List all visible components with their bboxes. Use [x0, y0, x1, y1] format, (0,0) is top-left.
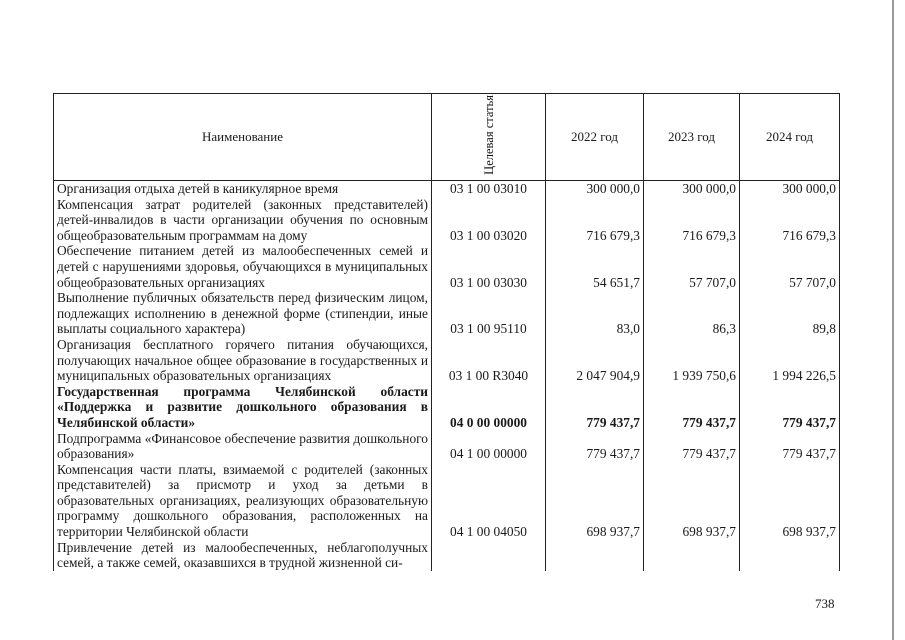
page-edge	[892, 0, 894, 640]
row-value-2023: 698 937,7	[644, 462, 740, 540]
row-value-2024	[740, 540, 840, 571]
table-row	[54, 431, 840, 462]
row-value-2024: 300 000,0	[740, 181, 840, 197]
row-value-2024: 57 707,0	[740, 243, 840, 290]
row-value-2024: 716 679,3	[740, 197, 840, 244]
row-name: Подпрограмма «Финансовое обеспечение развития дошкольного образования»	[54, 431, 432, 462]
table-row	[54, 197, 840, 244]
row-value-2022: 2 047 904,9	[546, 337, 644, 384]
row-value-2024: 698 937,7	[740, 462, 840, 540]
row-code: 04 1 00 04050	[432, 462, 546, 540]
row-code: 03 1 00 03030	[432, 243, 546, 290]
row-value-2023: 779 437,7	[644, 384, 740, 431]
row-code: 03 1 00 03010	[432, 181, 546, 197]
row-value-2023: 86,3	[644, 290, 740, 337]
row-code	[432, 540, 546, 571]
header-code	[432, 94, 546, 181]
table-row	[54, 540, 840, 571]
row-value-2022	[546, 540, 644, 571]
row-value-2023: 1 939 750,6	[644, 337, 740, 384]
row-value-2023: 300 000,0	[644, 181, 740, 197]
table-row	[54, 462, 840, 540]
row-code: 04 1 00 00000	[432, 431, 546, 462]
row-name: Компенсация затрат родителей (законных представителей) детей-инвалидов в части организации обучения по основным общеобразовательным программам на дому	[54, 197, 432, 244]
table-row	[54, 337, 840, 384]
row-name: Организация отдыха детей в каникулярное время	[54, 181, 432, 197]
header-2023: 2023 год	[644, 94, 740, 181]
header-2024: 2024 год	[740, 94, 840, 181]
page-number: 738	[815, 596, 835, 611]
row-value-2022: 716 679,3	[546, 197, 644, 244]
row-value-2024: 779 437,7	[740, 384, 840, 431]
table-row	[54, 290, 840, 337]
row-code: 03 1 00 R3040	[432, 337, 546, 384]
row-value-2022: 300 000,0	[546, 181, 644, 197]
budget-table	[53, 93, 840, 571]
row-value-2023	[644, 540, 740, 571]
row-value-2022: 779 437,7	[546, 384, 644, 431]
row-name: Выполнение публичных обязательств перед физическим лицом, подлежащих исполнению в денежной форме (стипендии, иные выплаты социального характера)	[54, 290, 432, 337]
header-2022: 2022 год	[546, 94, 644, 181]
row-code: 04 0 00 00000	[432, 384, 546, 431]
header-code-label: Целевая статья	[481, 95, 496, 175]
row-name: Компенсация части платы, взимаемой с родителей (законных представителей) за присмотр и уход за детьми в образовательных организациях, реализующих образовательную программу дошкольного образования, расположенных на территории Челябинской области	[54, 462, 432, 540]
row-value-2024: 1 994 226,5	[740, 337, 840, 384]
table-row	[54, 181, 840, 197]
row-value-2023: 779 437,7	[644, 431, 740, 462]
row-value-2024: 89,8	[740, 290, 840, 337]
row-name: Обеспечение питанием детей из малообеспеченных семей и детей с нарушениями здоровья, обучающихся в муниципальных общеобразовательных организациях	[54, 243, 432, 290]
row-value-2022: 698 937,7	[546, 462, 644, 540]
row-value-2022: 54 651,7	[546, 243, 644, 290]
table-row	[54, 384, 840, 431]
row-code: 03 1 00 03020	[432, 197, 546, 244]
header-name: Наименование	[54, 94, 432, 181]
row-value-2023: 57 707,0	[644, 243, 740, 290]
row-value-2022: 83,0	[546, 290, 644, 337]
row-name: Государственная программа Челябинской области «Поддержка и развитие дошкольного образования в Челябинской области»	[54, 384, 432, 431]
row-name: Привлечение детей из малообеспеченных, неблагополучных семей, а также семей, оказавшихся в трудной жизненной си-	[54, 540, 432, 571]
row-code: 03 1 00 95110	[432, 290, 546, 337]
row-name: Организация бесплатного горячего питания обучающихся, получающих начальное общее образование в государственных и муниципальных образовательных организациях	[54, 337, 432, 384]
table-row	[54, 243, 840, 290]
row-value-2023: 716 679,3	[644, 197, 740, 244]
table-header-row	[54, 94, 840, 181]
row-value-2024: 779 437,7	[740, 431, 840, 462]
row-value-2022: 779 437,7	[546, 431, 644, 462]
